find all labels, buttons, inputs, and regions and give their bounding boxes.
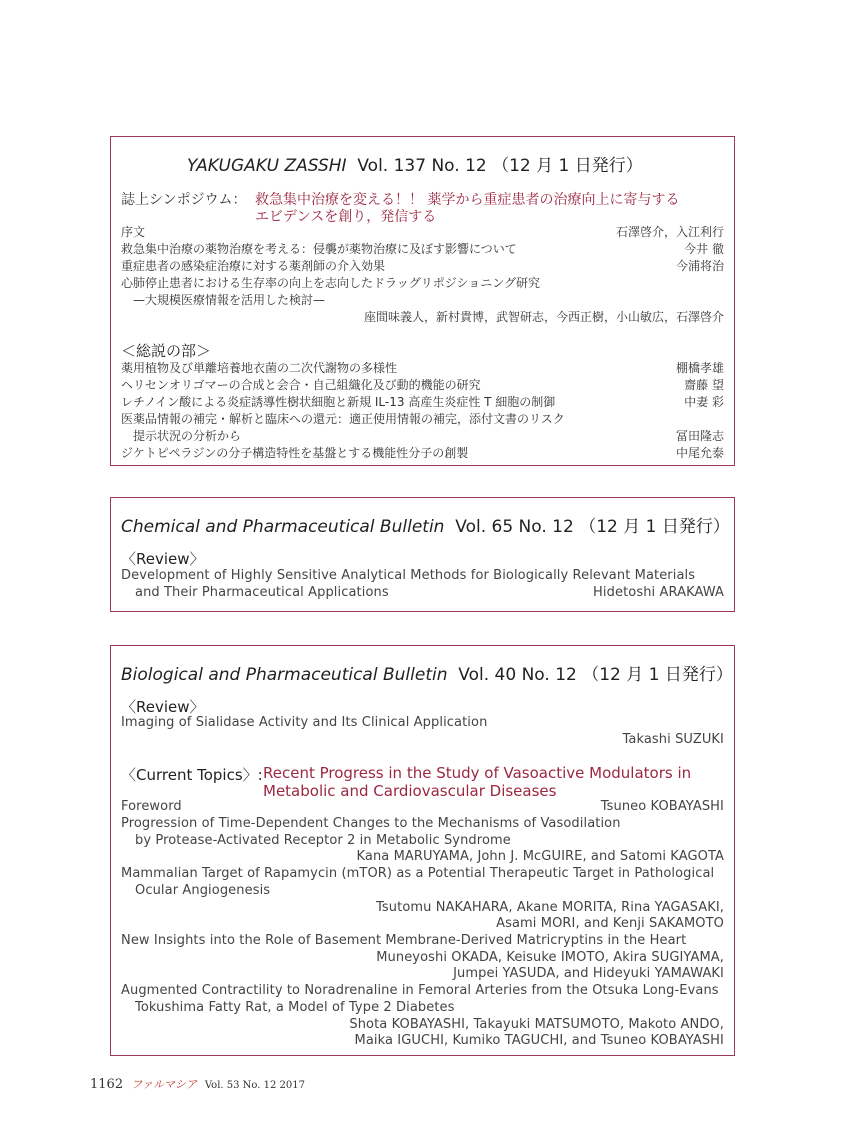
review-heading: ＜総説の部＞	[121, 342, 212, 360]
symposium-title-line2: エビデンスを創り，発信する	[255, 209, 437, 225]
journal-title: Chemical and Pharmaceutical Bulletin	[121, 517, 445, 537]
list-item-author: 今井 徹	[684, 242, 724, 256]
foreword-title: Foreword	[121, 799, 182, 814]
article-title: Augmented Contractility to Noradrenaline in Femoral Arteries from the Otsuka Long-Evans	[121, 983, 719, 998]
article-title: Tokushima Fatty Rat, a Model of Type 2 Diabetes	[135, 1000, 455, 1015]
cpb-section	[110, 497, 735, 612]
review-title: レチノイン酸による炎症誘導性樹状細胞と新規 IL-13 高産生炎症性 T 細胞の制御	[121, 395, 556, 409]
magazine-name: ファルマシア	[131, 1078, 197, 1091]
article-title: Mammalian Target of Rapamycin (mTOR) as a Potential Therapeutic Target in Pathological	[121, 866, 715, 881]
list-item-title: 重症患者の感染症治療に対する薬剤師の介入効果	[121, 259, 386, 273]
list-item-subtitle: —大規模医療情報を活用した検討—	[133, 293, 326, 307]
current-topics-title-line1: Recent Progress in the Study of Vasoactive Modulators in	[263, 764, 692, 782]
review-author: 冨田隆志	[675, 429, 724, 443]
symposium-label: 誌上シンポジウム：	[121, 192, 247, 208]
review-title: 薬用植物及び単離培養地衣菌の二次代謝物の多様性	[121, 361, 398, 375]
foreword-author: Tsuneo KOBAYASHI	[600, 799, 724, 814]
review-label: 〈Review〉	[121, 698, 205, 716]
volume-info: Vol. 53 No. 12 2017	[204, 1080, 305, 1091]
review-author: Hidetoshi ARAKAWA	[593, 585, 724, 600]
review-title: 医薬品情報の補完・解析と臨床への還元：適正使用情報の補完，添付文書のリスク	[121, 412, 565, 426]
list-item-author: 石澤啓介，入江利行	[615, 225, 724, 239]
review-title: ジケトピペラジンの分子構造特性を基盤とする機能性分子の創製	[121, 446, 469, 460]
list-item-title: 救急集中治療の薬物治療を考える：侵襲が薬物治療に及ぼす影響について	[121, 242, 517, 256]
current-topics-label: 〈Current Topics〉:	[121, 766, 263, 784]
journal-title: Biological and Pharmaceutical Bulletin	[121, 665, 448, 685]
bpb-heading	[121, 660, 733, 685]
article-authors: Maika IGUCHI, Kumiko TAGUCHI, and Tsuneo KOBAYASHI	[354, 1033, 724, 1048]
issue-info: Vol. 137 No. 12 （12 月 1 日発行）	[357, 156, 643, 176]
review-title: 提示状況の分析から	[133, 429, 242, 443]
list-item-author: 今浦将治	[675, 259, 724, 273]
article-authors: Tsutomu NAKAHARA, Akane MORITA, Rina YAGASAKI,	[376, 900, 724, 915]
issue-info: Vol. 65 No. 12 （12 月 1 日発行）	[455, 517, 730, 537]
page-footer	[90, 1076, 305, 1092]
current-topics-title-line2: Metabolic and Cardiovascular Diseases	[263, 782, 557, 800]
page-number: 1162	[90, 1077, 124, 1092]
review-author: 齋藤 望	[684, 378, 724, 392]
symposium-title-line1: 救急集中治療を変える！！ 薬学から重症患者の治療向上に寄与する	[255, 192, 680, 208]
article-authors: Shota KOBAYASHI, Takayuki MATSUMOTO, Makoto ANDO,	[349, 1017, 724, 1032]
list-item-title: 心肺停止患者における生存率の向上を志向したドラッグリポジショニング研究	[121, 276, 540, 290]
bpb-section	[110, 645, 735, 1056]
article-authors: Kana MARUYAMA, John J. McGUIRE, and Satomi KAGOTA	[356, 849, 724, 864]
review-author: Takashi SUZUKI	[622, 732, 724, 747]
article-title: Progression of Time-Dependent Changes to the Mechanisms of Vasodilation	[121, 816, 621, 831]
article-title: by Protease-Activated Receptor 2 in Metabolic Syndrome	[135, 833, 511, 848]
yakugaku-zasshi-section	[110, 136, 735, 466]
article-authors: Asami MORI, and Kenji SAKAMOTO	[496, 916, 724, 931]
review-title: ヘリセンオリゴマーの合成と会合・自己組織化及び動的機能の研究	[121, 378, 481, 392]
article-authors: Muneyoshi OKADA, Keisuke IMOTO, Akira SUGIYAMA,	[376, 950, 724, 965]
review-title: Imaging of Sialidase Activity and Its Clinical Application	[121, 715, 488, 730]
list-item-title: 序文	[121, 225, 146, 239]
review-author: 中尾允泰	[675, 446, 724, 460]
review-title-line2: and Their Pharmaceutical Applications	[135, 585, 389, 600]
cpb-heading	[121, 512, 730, 537]
list-item-author: 座間味義人，新村貴博，武智研志，今西正樹，小山敏広，石澤啓介	[363, 310, 724, 324]
article-authors: Jumpei YASUDA, and Hideyuki YAMAWAKI	[453, 966, 724, 981]
article-title: New Insights into the Role of Basement Membrane-Derived Matricryptins in the Heart	[121, 933, 687, 948]
review-author: 棚橋孝雄	[675, 361, 724, 375]
review-label: 〈Review〉	[121, 550, 205, 568]
journal-title: YAKUGAKU ZASSHI	[187, 156, 347, 176]
issue-info: Vol. 40 No. 12 （12 月 1 日発行）	[458, 665, 733, 685]
review-title-line1: Development of Highly Sensitive Analytical Methods for Biologically Relevant Materials	[121, 568, 696, 583]
yakugaku-heading	[187, 151, 643, 176]
review-author: 中妻 彩	[684, 395, 724, 409]
article-title: Ocular Angiogenesis	[135, 883, 271, 898]
